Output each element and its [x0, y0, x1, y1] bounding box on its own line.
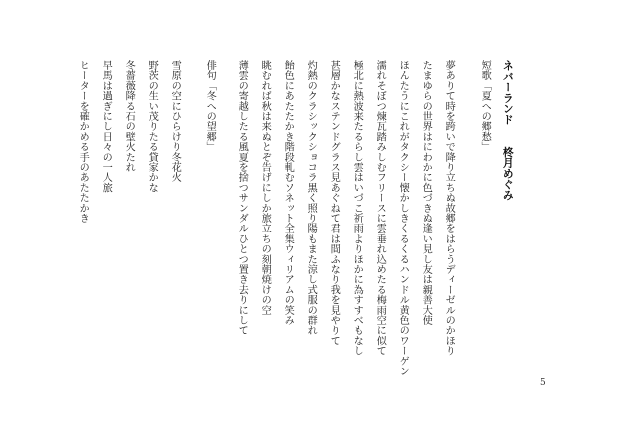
tanka-section-heading: 短歌「夏への郷愁」	[479, 60, 491, 152]
haiku-line: 野茨の生い茂りたる貸家かな	[146, 60, 158, 193]
tanka-line: 眺むれば秋は来ぬとぞ告げにしか旅立ちの刻朝焼けの空	[259, 60, 271, 315]
page-number: 5	[540, 378, 546, 388]
haiku-section-heading: 俳句「冬への望郷」	[204, 60, 216, 152]
tanka-line: 極北に熱波来たるらし雲はいづこ祈雨よりほかに為すすべもなし	[351, 60, 363, 356]
haiku-line: 早馬は過ぎにし日々の一人旅	[100, 60, 112, 193]
work-title-column	[502, 60, 513, 200]
haiku-line: 冬薔薇降る石の壁火たれ	[123, 60, 135, 173]
tanka-line: たまゆらの世界はにわかに色づきぬ逢い見し友は親善大使	[420, 60, 432, 326]
haiku-line: ヒーターを確かめる手のあたたかき	[77, 60, 89, 224]
haiku-line: 雪原の空にひらけり冬花火	[169, 60, 181, 183]
author-name: 柊月めぐみ	[501, 146, 515, 201]
tanka-line: 薄雲の寄越したる風夏を捨つサンダルひとつ置き去りにして	[236, 60, 248, 336]
tanka-line: 飴色にあたたかき階段軋むソネット全集ウィリアムの笑み	[282, 60, 294, 326]
tanka-line: ほんたうにこれがタクシー懐かしきくるくるハンドル黄色のワーゲン	[397, 60, 409, 377]
tanka-line: 灼熱のクラシックショコラ黒く照り陽もまた涼し式服の群れ	[305, 60, 317, 336]
work-title: ネバーランド	[501, 60, 515, 125]
title-author-gap	[502, 125, 515, 147]
tanka-line: 甚層かなステンドグラス見あぐねて君は間ふなり我を見やりて	[328, 60, 340, 346]
tanka-line: 濡れそぼつ煉瓦踏みしむフリースに雲垂れ込めたる梅雨空に似て	[374, 60, 386, 356]
tanka-line: 夢ありて時を跨いで降り立ちぬ故郷をはらうディーゼルのかほり	[443, 60, 455, 356]
